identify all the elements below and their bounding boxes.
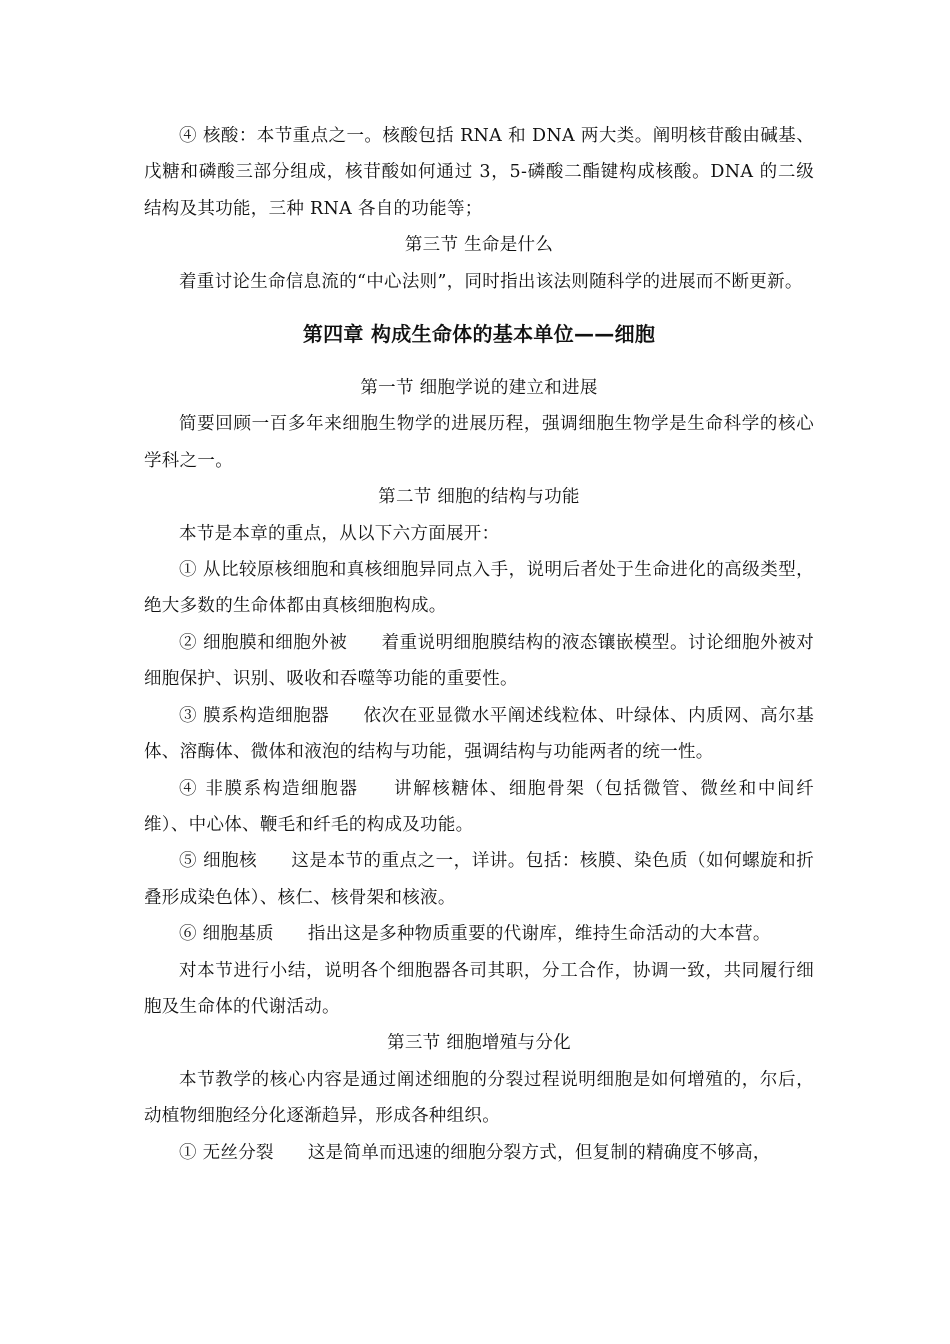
chapter-title: 第四章 构成生命体的基本单位——细胞 — [302, 322, 656, 347]
section-title: 第一节 细胞学说的建立和进展 — [360, 378, 598, 399]
item-membranous-organelles — [144, 698, 814, 771]
item-prokaryote: ① 从比较原核细胞和真核细胞异同点入手，说明后者处于生命进化的高级类型，绝大多数的生命体都由真核细胞构成。 — [144, 560, 814, 617]
item-text: 依次在亚显微水平阐述线粒体、叶绿体、内质网、高尔基体、溶酶体、微体和液泡的结构与功能，强调结构与功能两者的统一性。 — [144, 705, 814, 763]
item-membrane — [144, 625, 814, 698]
para-central-dogma: 着重讨论生命信息流的“中心法则”，同时指出该法则随科学的进展而不断更新。 — [179, 271, 803, 292]
para-nucleic-acid: ④ 核酸：本节重点之一。核酸包括 RNA 和 DNA 两大类。阐明核苷酸由碱基、戊糖和磷酸三部分组成，核苷酸如何通过 3，5-磷酸二酯键构成核酸。DNA 的二级结构及其功能，三种 RNA 各自的功能等； — [144, 126, 814, 219]
item-nucleus — [144, 843, 814, 916]
item-matrix — [144, 916, 814, 952]
item-amitosis — [144, 1135, 814, 1171]
item-text: 讲解核糖体、细胞骨架（包括微管、微丝和中间纤维）、中心体、鞭毛和纤毛的构成及功能。 — [144, 778, 814, 835]
item-nonmembranous-organelles — [144, 771, 814, 844]
para-proliferation: 本节教学的核心内容是通过阐述细胞的分裂过程说明细胞是如何增殖的，尔后，动植物细胞经分化逐渐趋异，形成各种组织。 — [144, 1069, 814, 1127]
para-intro: 本节是本章的重点，从以下六方面展开： — [179, 523, 500, 544]
document-page — [144, 118, 814, 1171]
section-title: 第三节 生命是什么 — [404, 235, 554, 256]
item-label: ② 细胞膜和细胞外被 — [179, 632, 348, 653]
section-title: 第三节 细胞增殖与分化 — [387, 1033, 571, 1054]
item-label: ① 无丝分裂 — [179, 1142, 274, 1163]
item-label: ③ 膜系构造细胞器 — [179, 705, 330, 726]
item-label: ④ 非膜系构造细胞器 — [179, 778, 359, 799]
section-title: 第二节 细胞的结构与功能 — [378, 487, 580, 508]
para-summary: 对本节进行小结，说明各个细胞器各司其职，分工合作，协调一致，共同履行细胞及生命体的代谢活动。 — [144, 960, 814, 1017]
item-text: 着重说明细胞膜结构的液态镶嵌模型。讨论细胞外被对细胞保护、识别、吸收和吞噬等功能的重要性。 — [144, 632, 815, 690]
item-text: 这是简单而迅速的细胞分裂方式，但复制的精确度不够高， — [307, 1142, 771, 1163]
item-label: ⑥ 细胞基质 — [179, 924, 274, 945]
para-cell-theory: 简要回顾一百多年来细胞生物学的进展历程，强调细胞生物学是生命科学的核心学科之一。 — [144, 414, 814, 471]
item-text: 指出这是多种物质重要的代谢库，维持生命活动的大本营。 — [307, 924, 771, 945]
item-text: 这是本节的重点之一，详讲。包括：核膜、染色质（如何螺旋和折叠形成染色体）、核仁、核骨架和核液。 — [144, 851, 814, 908]
item-label: ⑤ 细胞核 — [179, 851, 258, 872]
